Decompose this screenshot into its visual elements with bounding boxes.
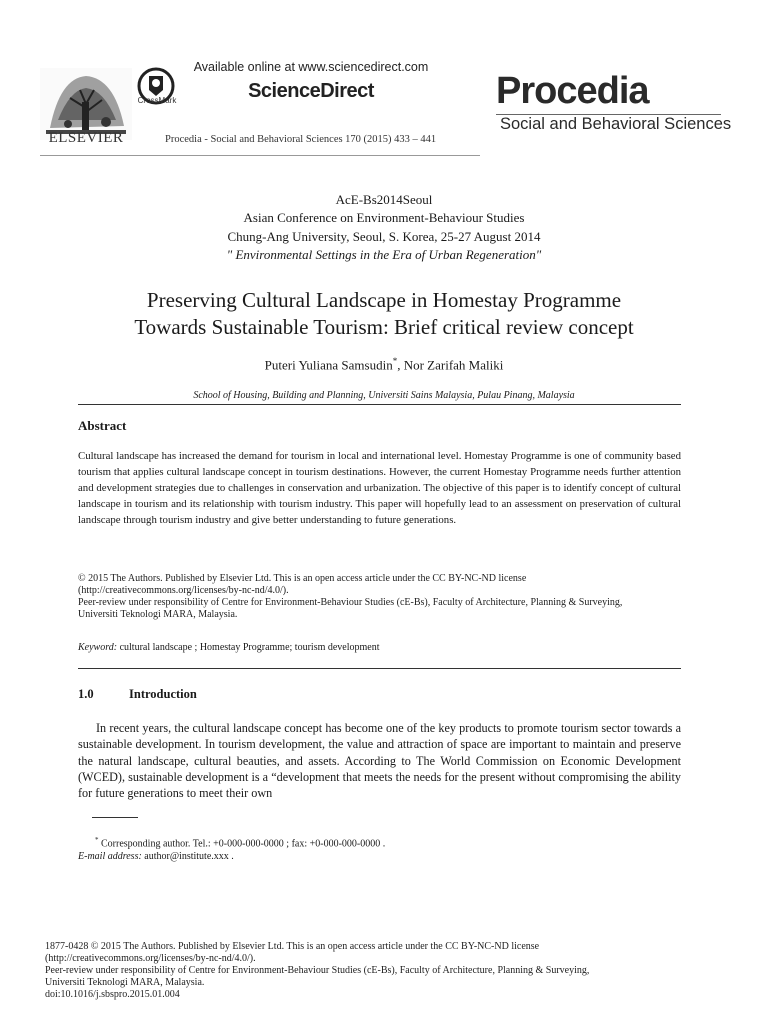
author-1-mark: * (392, 356, 398, 366)
footer-doi[interactable]: doi:10.1016/j.sbspro.2015.01.004 (45, 989, 180, 1000)
conference-theme: " Environmental Settings in the Era of Urban Regeneration" (226, 247, 542, 262)
footnote-rule (92, 817, 138, 818)
header-rule (40, 155, 480, 156)
keywords-bottom-rule (78, 668, 681, 669)
footnote-mark: * (95, 836, 99, 844)
journal-reference: Procedia - Social and Behavioral Sciences 170 (2015) 433 – 441 (165, 134, 437, 145)
footer-peer-review-1: Peer-review under responsibility of Centre for Environment-Behaviour Studies (cE-Bs), Faculty of Architecture, Planning & Surveying, (45, 965, 590, 976)
page-footer (45, 941, 725, 1001)
license-line: © 2015 The Authors. Published by Elsevier Ltd. This is an open access article under the CC BY-NC-ND license (78, 573, 527, 584)
title-line-1: Preserving Cultural Landscape in Homestay Programme (146, 288, 622, 312)
introduction-text: In recent years, the cultural landscape concept has become one of the key products to promote tourism sector towards a sustainable development. In tourism development, the value and attraction of space are important to maintain and preserve the natural landscape, cultural beauties, and assets. According to The World Commission on Economic Development (WCED), sustainable development is a “development that meets the needs for the present without compromising the ability for future generations to meet their own (78, 721, 681, 801)
elsevier-wordmark: ELSEVIER (48, 130, 124, 146)
author-list (0, 356, 768, 373)
section-title: Introduction (129, 687, 197, 701)
abstract-heading: Abstract (78, 418, 127, 433)
keywords (78, 642, 681, 653)
keywords-text: cultural landscape ; Homestay Programme; tourism development (117, 642, 380, 653)
footer-issn-line: 1877-0428 © 2015 The Authors. Published by Elsevier Ltd. This is an open access article under the CC BY-NC-ND license (45, 941, 540, 952)
procedia-subtitle: Social and Behavioral Sciences (500, 115, 732, 133)
corresponding-author-text: Corresponding author. Tel.: +0-000-000-0000 ; fax: +0-000-000-0000 . (98, 838, 386, 850)
sciencedirect-wordmark: ScienceDirect (248, 80, 374, 102)
peer-review-line-1: Peer-review under responsibility of Centre for Environment-Behaviour Studies (cE-Bs), Faculty of Architecture, Planning & Surveying, (78, 597, 623, 608)
paper-title (60, 287, 708, 341)
email-label: E-mail address: (78, 851, 142, 862)
footer-license-link[interactable]: (http://creativecommons.org/licenses/by-nc-nd/4.0/). (45, 953, 256, 964)
conference-name: Asian Conference on Environment-Behaviour Studies (243, 210, 525, 225)
conference-venue: Chung-Ang University, Seoul, S. Korea, 25-27 August 2014 (227, 229, 541, 244)
license-block (78, 573, 698, 621)
section-number: 1.0 (78, 687, 94, 701)
author-2: , Nor Zarifah Maliki (397, 357, 504, 373)
crossmark-label: CrossMark (137, 96, 177, 105)
peer-review-line-2: Universiti Teknologi MARA, Malaysia. (78, 609, 238, 620)
procedia-wordmark: Procedia (496, 70, 649, 112)
email-note (78, 851, 234, 862)
section-heading (78, 687, 197, 702)
corresponding-author-note (95, 836, 385, 849)
keywords-label: Keyword: (78, 642, 118, 653)
email-address[interactable]: author@institute.xxx . (141, 851, 234, 862)
conference-code: AcE-Bs2014Seoul (335, 192, 433, 207)
available-online-link[interactable]: Available online at www.sciencedirect.com (193, 60, 429, 74)
affiliation: School of Housing, Building and Planning, Universiti Sains Malaysia, Pulau Pinang, Malaysia (193, 390, 575, 401)
abstract-text: Cultural landscape has increased the demand for tourism in local and international level. Homestay Programme is one of community based tourism that applies cultural landscape concept in tourism destinations. However, the current Homestay Programme needs further attention and development strategies due to challenges in conservation and urbanization. The objective of this paper is to identify concept of cultural landscape in tourism and its relationship with tourism industry. This paper will hopefully lead to an assessment on preservation of cultural landscape through tourism industry and give better understanding to future generations. (78, 450, 681, 526)
footer-peer-review-2: Universiti Teknologi MARA, Malaysia. (45, 977, 205, 988)
abstract-top-rule (78, 404, 681, 405)
author-1: Puteri Yuliana Samsudin (264, 357, 393, 373)
title-line-2: Towards Sustainable Tourism: Brief critical review concept (134, 315, 634, 339)
license-url-link[interactable]: (http://creativecommons.org/licenses/by-nc-nd/4.0/). (78, 585, 289, 596)
